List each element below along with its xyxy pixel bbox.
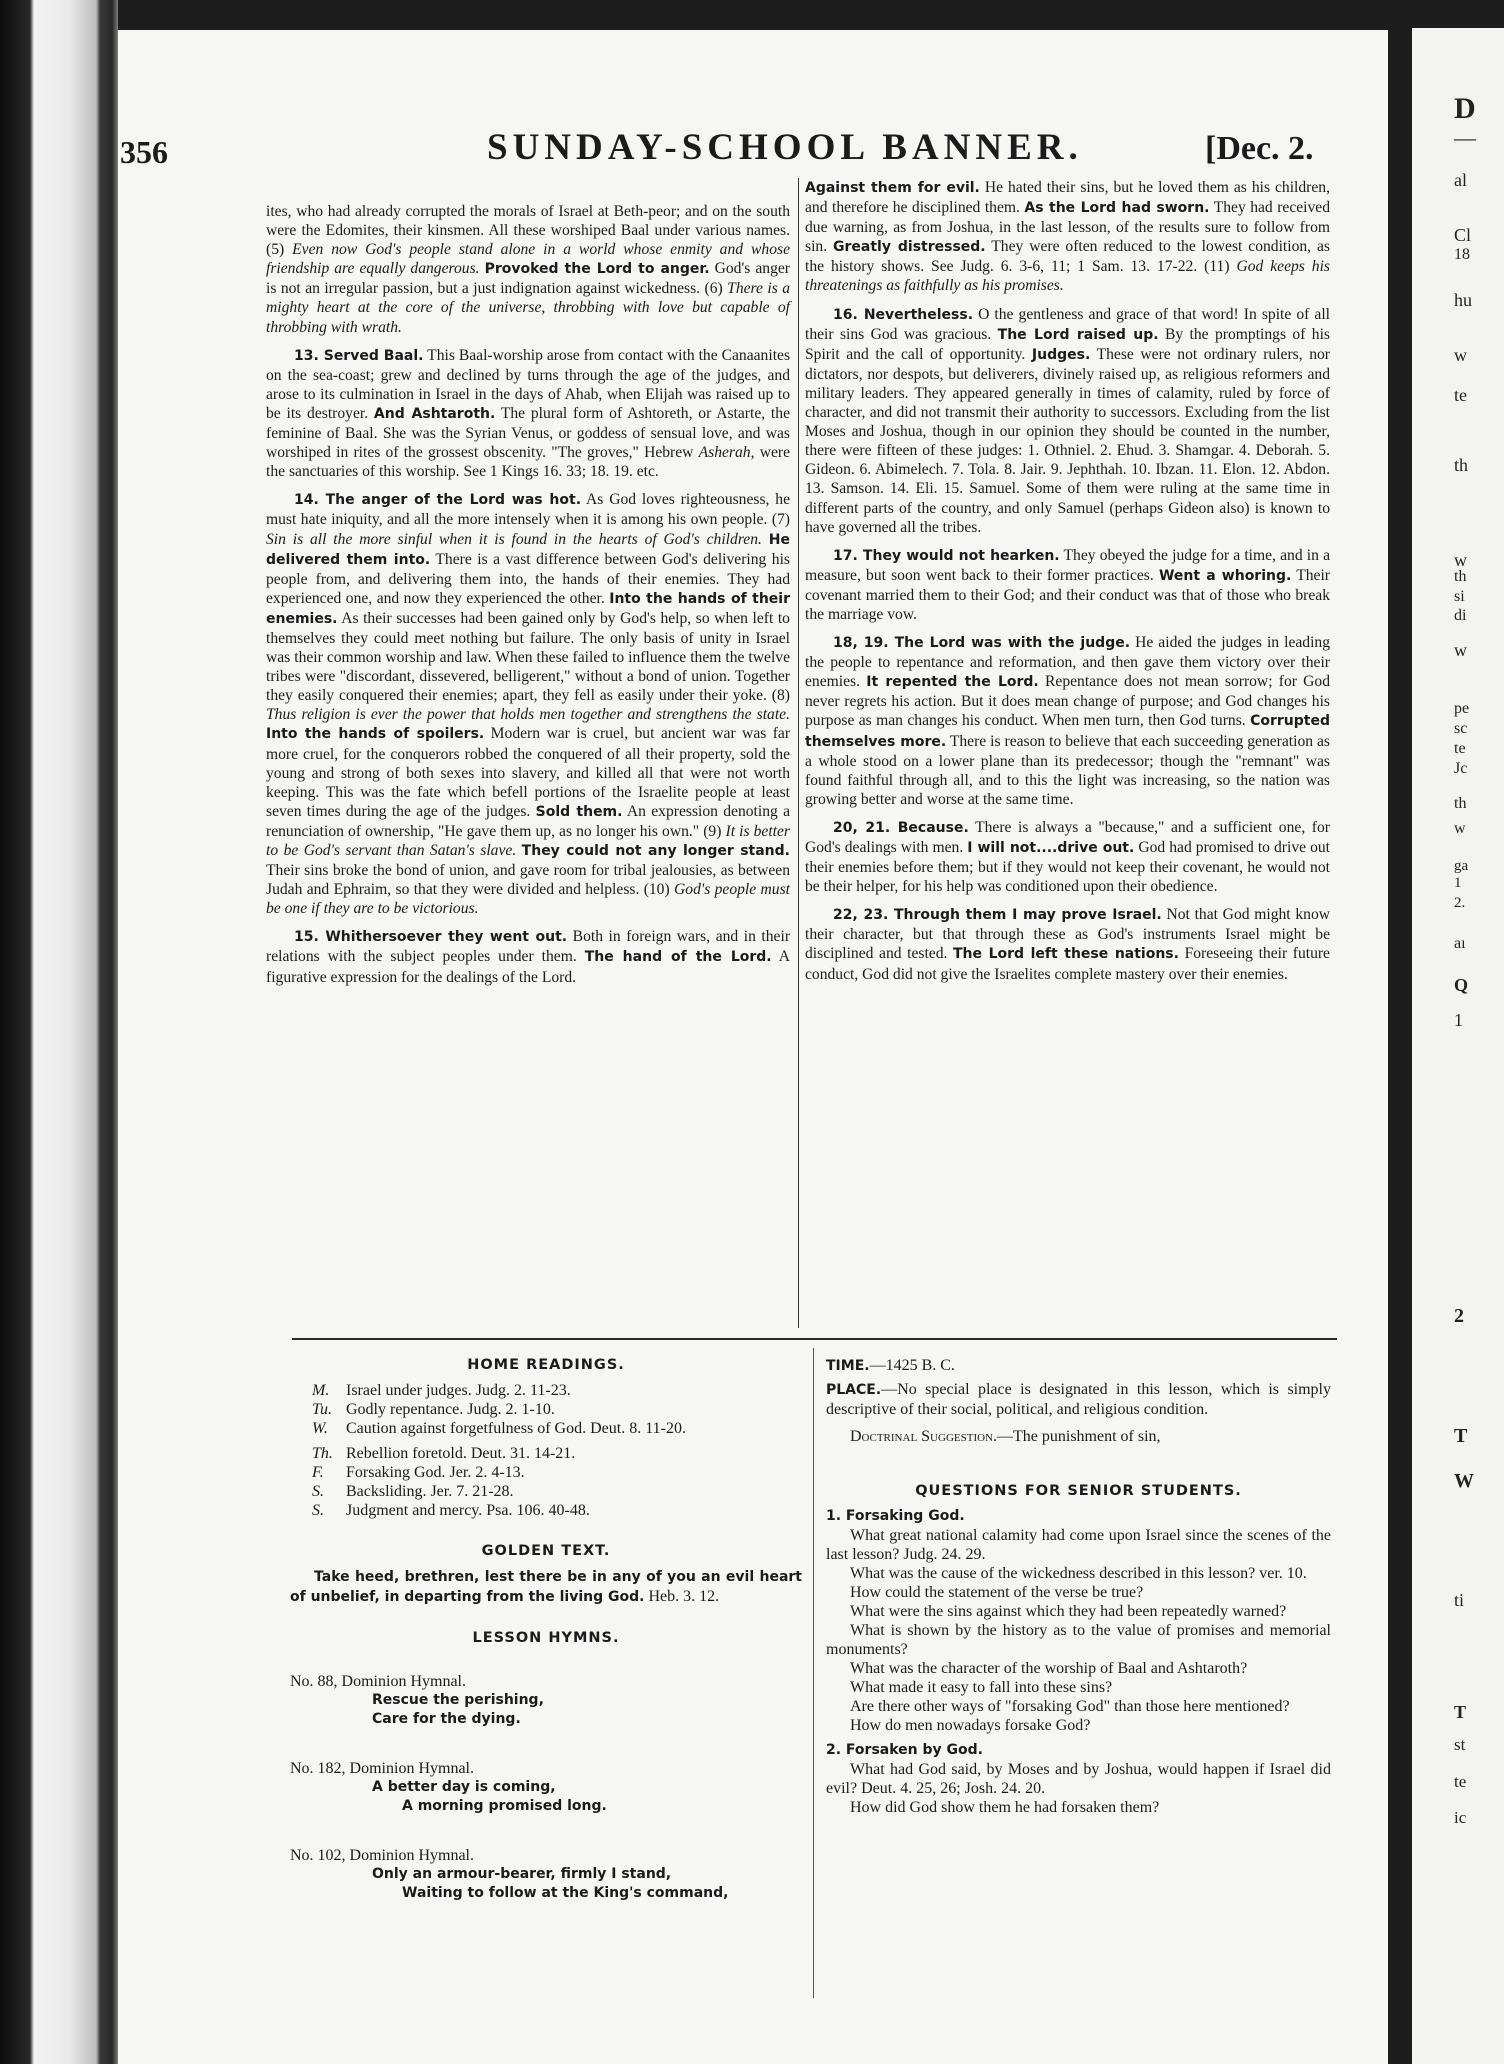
paragraph-20-21: 20, 21. Because. There is always a "because," and a sufficient one, for God's dealings with men. I will not....drive out. God had promised to drive out their enemies before them; but if they would not keep their covenant, he would not be their helper, for his help was conditioned upon their obedience. (805, 818, 1330, 896)
question: What great national calamity had come upon Israel since the scenes of the last lesson? Judg. 24. 29. (826, 1527, 1331, 1563)
adjacent-page-text-fragment: Q (1454, 975, 1469, 995)
reading-row: Th. Rebellion foretold. Deut. 31. 14-21. (312, 1445, 576, 1462)
adjacent-page-text-fragment: te (1454, 1772, 1467, 1791)
reading-row: W. Caution against forgetfulness of God. Deut. 8. 11-20. (312, 1420, 686, 1437)
question: What is shown by the history as to the value of promises and memorial monuments? (826, 1622, 1331, 1658)
doctrinal-suggestion: Doctrinal Suggestion.—The punishment of sin, (850, 1428, 1161, 1445)
question: How did God show them he had forsaken them? (850, 1799, 1160, 1816)
place-line: PLACE.—No special place is designated in this lesson, which is simply descriptive of their social, political, and religious condition. (826, 1381, 1331, 1418)
question: What were the sins against which they had been repeatedly warned? (850, 1603, 1287, 1620)
adjacent-page-text-fragment: al (1454, 170, 1467, 190)
reading-row: Tu. Godly repentance. Judg. 2. 1-10. (312, 1401, 555, 1418)
question: Are there other ways of "forsaking God" than those here mentioned? (850, 1698, 1290, 1715)
adjacent-page-text-fragment: T (1454, 1702, 1467, 1722)
paragraph-14: 14. The anger of the Lord was hot. As God loves righteousness, he must hate iniquity, and all the more intensely when it is among his own people. (7) Sin is all the more sinful when it is found in the hearts of God's children. He delivered them into. There is a vast difference between God's delivering his people from, and delivering them into, the hands of their enemies. They had experienced one, and now they experienced the other. Into the hands of their enemies. As their successes had been gained only by God's help, so when left to themselves they could meet nothing but failure. The only basis of unity in Israel was their common worship and law. When these failed to influence them the twelve tribes were "discordant, dissevered, belligerent," without a bond of union. Together they easily conquered their enemies; apart, they fell as easily under their yoke. (8) Thus religion is ever the power that holds men together and strengthens the state. Into the hands of spoilers. Modern war is cruel, but ancient war was far more cruel, for the conquerors robbed the conquered of all their property, sold the young and strong of both sexes into slavery, and killed all that were not worth keeping. This was the fate which befell portions of the Israelite people at least seven times during the age of the judges. Sold them. An expression denoting a renunciation of ownership, "He gave them up, as no longer his own." (9) It is better to be God's servant than Satan's slave. They could not any longer stand. Their sins broke the bond of union, and gave room for tribal jealousies, as between Judah and Ephraim, so that they were divided and helpless. (10) God's people must be one if they are to be victorious. (266, 491, 791, 918)
question: How could the statement of the verse be true? (850, 1584, 1144, 1601)
paragraph-15: 15. Whithersoever they went out. Both in foreign wars, and in their relations with the subject peoples under them. The hand of the Lord. A figurative expression for the dealings of the Lord. (266, 928, 791, 986)
adjacent-page-text-fragment: st (1454, 1735, 1466, 1754)
question: What was the cause of the wickedness described in this lesson? ver. 10. (850, 1565, 1307, 1582)
left-column (266, 202, 790, 996)
adjacent-page-text-fragment: 18 (1454, 246, 1470, 263)
adjacent-page-text-fragment: pe (1454, 700, 1470, 717)
home-readings (290, 1356, 802, 1903)
adjacent-page-text-fragment: th (1454, 568, 1467, 585)
adjacent-page-text-fragment: 2. (1454, 895, 1466, 911)
reading-row: F. Forsaking God. Jer. 2. 4-13. (312, 1464, 525, 1481)
adjacent-page-text-fragment: w (1454, 345, 1467, 365)
reading-row: S. Backsliding. Jer. 7. 21-28. (312, 1483, 514, 1500)
adjacent-page-text-fragment: Cl (1454, 225, 1472, 245)
adjacent-page-text-fragment: D (1454, 92, 1476, 125)
right-column (805, 178, 1330, 993)
question: What was the character of the worship of Baal and Ashtaroth? (850, 1660, 1248, 1677)
adjacent-page-text-fragment: ga (1454, 858, 1469, 874)
adjacent-page-text-fragment: ti (1454, 1590, 1465, 1610)
issue-date: [Dec. 2. (1205, 130, 1314, 167)
question: How do men nowadays forsake God? (850, 1717, 1091, 1734)
adjacent-page-text-fragment: aı (1454, 935, 1466, 952)
home-readings-heading: HOME READINGS. (467, 1357, 625, 1373)
lesson-hymns-heading: LESSON HYMNS. (472, 1630, 620, 1646)
adjacent-page-text-fragment: T (1454, 1425, 1468, 1447)
question-section: 2. Forsaken by God. (826, 1742, 983, 1758)
column-divider-lower (813, 1348, 814, 1998)
adjacent-page-text-fragment: sc (1454, 720, 1468, 737)
adjacent-page-text-fragment: di (1454, 607, 1467, 624)
question-section: 1. Forsaking God. (826, 1508, 965, 1524)
question: What made it easy to fall into these sins? (850, 1679, 1113, 1696)
adjacent-page-text-fragment: ic (1454, 1808, 1467, 1827)
adjacent-page-text-fragment: si (1454, 588, 1465, 605)
adjacent-page-text-fragment: 2 (1454, 1305, 1464, 1327)
page-number: 356 (120, 134, 168, 170)
reading-row: M. Israel under judges. Judg. 2. 11-23. (312, 1382, 571, 1399)
adjacent-page-text-fragment: — (1454, 125, 1476, 150)
page-title: SUNDAY-SCHOOL BANNER. (487, 127, 1083, 168)
hymn: No. 182, Dominion Hymnal. A better day is coming, A morning promised long. (290, 1760, 607, 1814)
paragraph-22-23: 22, 23. Through them I may prove Israel. Not that God might know their character, but that through these as God's instruments Israel might be disciplined and tested. The Lord left these nations. Foreseeing their future conduct, God did not give the Israelites complete mastery over their enemies. (805, 906, 1330, 983)
adjacent-page-text-fragment: te (1454, 740, 1466, 757)
golden-text-heading: GOLDEN TEXT. (481, 1543, 611, 1559)
hymn: No. 102, Dominion Hymnal. Only an armour-bearer, firmly I stand, Waiting to follow at the King's command, (290, 1847, 729, 1901)
adjacent-page-text-fragment: th (1454, 455, 1469, 475)
adjacent-page-text-fragment: te (1454, 385, 1467, 405)
paragraph-17: 17. They would not hearken. They obeyed the judge for a time, and in a measure, but soon went back to their former practices. Went a whoring. Their covenant married them to their God; and their conduct was that of those who break the marriage vow. (805, 546, 1330, 623)
lesson-notes (826, 1356, 1331, 1817)
adjacent-page-text-fragment: w (1454, 640, 1467, 660)
golden-text: Take heed, brethren, lest there be in any of you an evil heart of unbelief, in departing from the living God. Heb. 3. 12. (290, 1569, 802, 1605)
question: What had God said, by Moses and by Joshua, would happen if Israel did evil? Deut. 4. 25, 26; Josh. 24. 20. (826, 1761, 1331, 1797)
adjacent-page-text-fragment: W (1454, 1470, 1474, 1492)
section-divider (292, 1338, 1337, 1340)
paragraph: Against them for evil. He hated their sins, but he loved them as his children, and therefore he disciplined them. As the Lord had sworn. They had received due warning, as from Joshua, in the last lesson, of the results sure to follow from sin. Greatly distressed. They were often reduced to the lowest condition, as the history shows. See Judg. 6. 3-6, 11; 1 Sam. 13. 17-22. (11) God keeps his threatenings as faithfully as his promises. (805, 179, 1331, 295)
adjacent-page-text-fragment: Jc (1454, 760, 1468, 777)
hymn: No. 88, Dominion Hymnal. Rescue the perishing, Care for the dying. (290, 1673, 544, 1727)
paragraph-13: 13. Served Baal. This Baal-worship arose from contact with the Canaanites on the sea-coast; grew and declined by turns through the age of the judges, and arose to its culmination in Israel in the days of Ahab, when Elijah was raised up to be its destroyer. And Ashtaroth. The plural form of Ashtoreth, or Astarte, the feminine of Baal. She was the Syrian Venus, or goddess of sensual love, and was worshiped in rites of the grossest obscenity. "The groves," Hebrew Asherah, were the sanctuaries of this worship. See 1 Kings 16. 33; 18. 19. etc. (266, 346, 791, 481)
paragraph: ites, who had already corrupted the morals of Israel at Beth-peor; and on the south were the Edomites, their kinsmen. All these worshiped Baal under various names. (5) Even now God's people stand alone in a world whose enmity and whose friendship are equally dangerous. Provoked the Lord to anger. God's anger is not an irregular passion, but a just indignation against wickedness. (6) There is a mighty heart at the core of the universe, throbbing with love but capable of throbbing with wrath. (266, 203, 791, 336)
book-binding-edge (0, 0, 118, 2064)
adjacent-page-text-fragment: w (1454, 820, 1466, 837)
questions-heading: QUESTIONS FOR SENIOR STUDENTS. (915, 1483, 1242, 1499)
paragraph-18-19: 18, 19. The Lord was with the judge. He aided the judges in leading the people to repentance and reformation, and then gave them victory over their enemies. It repented the Lord. Repentance does not mean sorrow; for God never regrets his action. But it does mean change of purpose; and God changes his purpose as man changes his conduct. When men turn, then God turns. Corrupted themselves more. There is reason to believe that each succeeding generation as a whole stood on a lower plane than its predecessor; though the "remnant" was found faithful through all, and to this the light was increasing, so the nation was growing better and worse at the same time. (805, 634, 1331, 808)
adjacent-page-text-fragment: th (1454, 795, 1467, 812)
adjacent-page-text-fragment: 1 (1454, 875, 1462, 891)
reading-row: S. Judgment and mercy. Psa. 106. 40-48. (312, 1502, 590, 1519)
adjacent-page-text-fragment: hu (1454, 290, 1472, 310)
adjacent-page-edge (1412, 28, 1504, 2064)
adjacent-page-text-fragment: w (1454, 550, 1467, 570)
time-line: TIME.—1425 B. C. (826, 1357, 955, 1374)
column-divider (798, 178, 799, 1328)
paragraph-16: 16. Nevertheless. O the gentleness and grace of that word! In spite of all their sins God was gracious. The Lord raised up. By the promptings of his Spirit and the call of opportunity. Judges. These were not ordinary rulers, nor dictators, nor despots, but deliverers, divinely raised up, as religious reformers and military leaders. They appeared generally in times of calamity, ruled by force of character, and did not transmit their authority to successors. Excluding from the list Moses and Joshua, though in our opinion they should be counted in the number, there were fifteen of these judges: 1. Othniel. 2. Ehud. 3. Shamgar. 4. Deborah. 5. Gideon. 6. Abimelech. 7. Tola. 8. Jair. 9. Jephthah. 10. Ibzan. 11. Elon. 12. Abdon. 13. Samson. 14. Eli. 15. Samuel. Some of them were ruling at the same time in different parts of the country, and only Samuel (perhaps Gideon also) is known to have governed all the tribes. (805, 305, 1330, 536)
adjacent-page-text-fragment: 1 (1454, 1010, 1463, 1030)
